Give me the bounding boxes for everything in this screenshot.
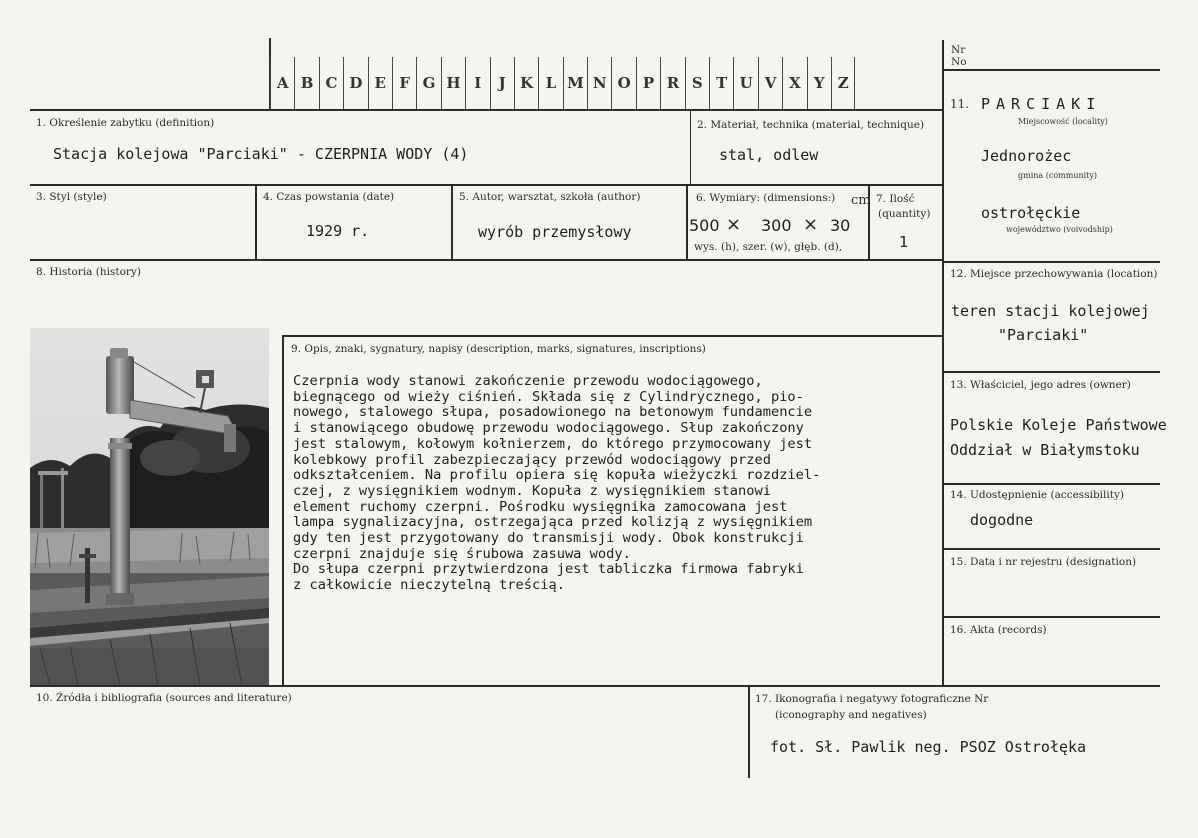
field-17-value: fot. Sł. Pawlik neg. PSOZ Ostrołęka — [770, 738, 1087, 756]
dim-times: × — [726, 214, 742, 235]
field-13-label: 13. Właściciel, jego adres (owner) — [950, 379, 1131, 391]
field-1-label: 1. Określenie zabytku (definition) — [36, 117, 215, 129]
field-12-value-1: teren stacji kolejowej — [951, 302, 1150, 320]
letter-cell: S — [685, 57, 709, 109]
field-6-sublabel: wys. (h), szer. (w), głęb. (d), — [694, 241, 843, 253]
letter-cell: Z — [831, 57, 855, 109]
field-17-label-en: (iconography and negatives) — [775, 709, 927, 721]
rule — [944, 371, 1160, 373]
field-16-label: 16. Akta (records) — [950, 624, 1047, 636]
field-14-value: dogodne — [970, 511, 1034, 529]
field-5-value: wyrób przemysłowy — [478, 223, 632, 241]
field-4-value: 1929 r. — [306, 222, 370, 240]
alphabet-index — [270, 57, 855, 109]
voivodship-label: województwo (voivodship) — [1006, 225, 1113, 234]
rule — [944, 69, 1160, 71]
letter-cell: N — [587, 57, 611, 109]
rule — [686, 185, 688, 260]
field-6-label: 6. Wymiary: (dimensions:) — [696, 192, 836, 204]
rule — [30, 184, 943, 186]
field-7-label-en: (quantity) — [878, 208, 931, 220]
letter-cell: X — [782, 57, 806, 109]
rule — [944, 261, 1160, 263]
letter-cell: U — [733, 57, 757, 109]
community-label: gmina (community) — [1018, 171, 1098, 180]
field-10-label: 10. Źródła i bibliografia (sources and literature) — [36, 692, 292, 704]
field-12-value-2: "Parciaki" — [998, 326, 1089, 344]
letter-cell: B — [294, 57, 318, 109]
description-text: Czerpnia wody stanowi zakończenie przewodu wodociągowego, biegnącego od wieży ciśnień. Składa się z Cylindrycznego, pio- nowego, stalowego słupa, posadowionego na betonowym fundamencie i stanowiącego obudowę przewodu wodociągowego. Słup zakończony jest stalowym, kołowym kołnierzem, do którego przymocowany jest kolebkowy profil zabezpieczający przewód wodociągowy przed odkształceniem. Na profilu opiera się kopuła wieżyczki rozdziel- czej, z wysięgnikiem wodnym. Kopuła z wysięgnikiem stanowi element ruchomy czerpni. Pośrodku wysięgnika zamocowana jest lampa sygnalizacyjna, ostrzegająca przed kolizją z wysięgnikiem gdy ten jest przygotowany do transmisji wody. Obok konstrukcji czerpni znajduje się śrubowa zasuwa wody. Do słupa czerpni przytwierdzona jest tabliczka firmowa fabryki z całkowicie nieczytelną treścią. — [293, 373, 821, 594]
dim-depth: 30 — [830, 216, 851, 235]
rule — [30, 259, 943, 261]
field-3-label: 3. Styl (style) — [36, 191, 107, 203]
letter-cell: T — [709, 57, 733, 109]
letter-cell: L — [538, 57, 562, 109]
field-11-label: 11. — [950, 97, 970, 111]
field-1-value: Stacja kolejowa "Parciaki" - CZERPNIA WODY (4) — [53, 145, 469, 163]
field-7-value: 1 — [899, 233, 909, 251]
letter-cell: E — [368, 57, 392, 109]
dim-times: × — [803, 214, 819, 235]
rule — [944, 548, 1160, 550]
field-9-label: 9. Opis, znaki, sygnatury, napisy (description, marks, signatures, inscriptions) — [291, 343, 706, 355]
rule — [282, 336, 284, 686]
locality-label: Miejscowość (locality) — [1018, 117, 1108, 126]
rule — [944, 483, 1160, 485]
letter-cell: G — [416, 57, 440, 109]
field-8-label: 8. Historia (history) — [36, 266, 141, 278]
voivodship-value: ostrołęckie — [981, 204, 1081, 222]
letter-cell: P — [636, 57, 660, 109]
letter-cell: V — [758, 57, 782, 109]
water-crane-photo — [30, 328, 269, 685]
letter-cell: Y — [807, 57, 831, 109]
letter-cell: A — [270, 57, 294, 109]
field-4-label: 4. Czas powstania (date) — [263, 191, 395, 203]
community-value: Jednorożec — [981, 147, 1072, 165]
letter-cell: R — [660, 57, 684, 109]
letter-cell: F — [392, 57, 416, 109]
rule — [748, 686, 750, 778]
rule — [282, 335, 943, 337]
nr-label: Nr — [951, 44, 966, 56]
field-12-label: 12. Miejsce przechowywania (location) — [950, 268, 1158, 280]
field-13-value-1: Polskie Koleje Państwowe — [950, 416, 1167, 434]
no-label: No — [951, 56, 967, 68]
field-6-unit: cm — [851, 193, 871, 208]
rule — [30, 685, 1160, 687]
letter-cell: I — [465, 57, 489, 109]
field-2-label: 2. Materiał, technika (material, technique) — [697, 119, 925, 131]
letter-cell: M — [563, 57, 587, 109]
locality-value: PARCIAKI — [981, 95, 1102, 113]
field-13-value-2: Oddział w Białymstoku — [950, 441, 1140, 459]
field-14-label: 14. Udostępnienie (accessibility) — [950, 489, 1124, 501]
rule — [30, 109, 943, 111]
letter-cell: O — [611, 57, 635, 109]
letter-cell: J — [490, 57, 514, 109]
letter-cell: H — [441, 57, 465, 109]
letter-cell: K — [514, 57, 538, 109]
rule — [942, 40, 944, 686]
letter-cell: C — [319, 57, 343, 109]
field-15-label: 15. Data i nr rejestru (designation) — [950, 556, 1137, 568]
rule — [451, 185, 453, 260]
dim-height: 500 — [689, 216, 720, 235]
dim-width: 300 — [761, 216, 792, 235]
field-17-label: 17. Ikonografia i negatywy fotograficzne Nr — [755, 693, 989, 705]
field-5-label: 5. Autor, warsztat, szkoła (author) — [459, 191, 641, 203]
field-7-label: 7. Ilość — [876, 193, 915, 205]
rule — [690, 110, 691, 185]
rule — [255, 185, 257, 260]
rule — [944, 616, 1160, 618]
field-2-value: stal, odlew — [719, 146, 819, 164]
letter-cell: D — [343, 57, 367, 109]
